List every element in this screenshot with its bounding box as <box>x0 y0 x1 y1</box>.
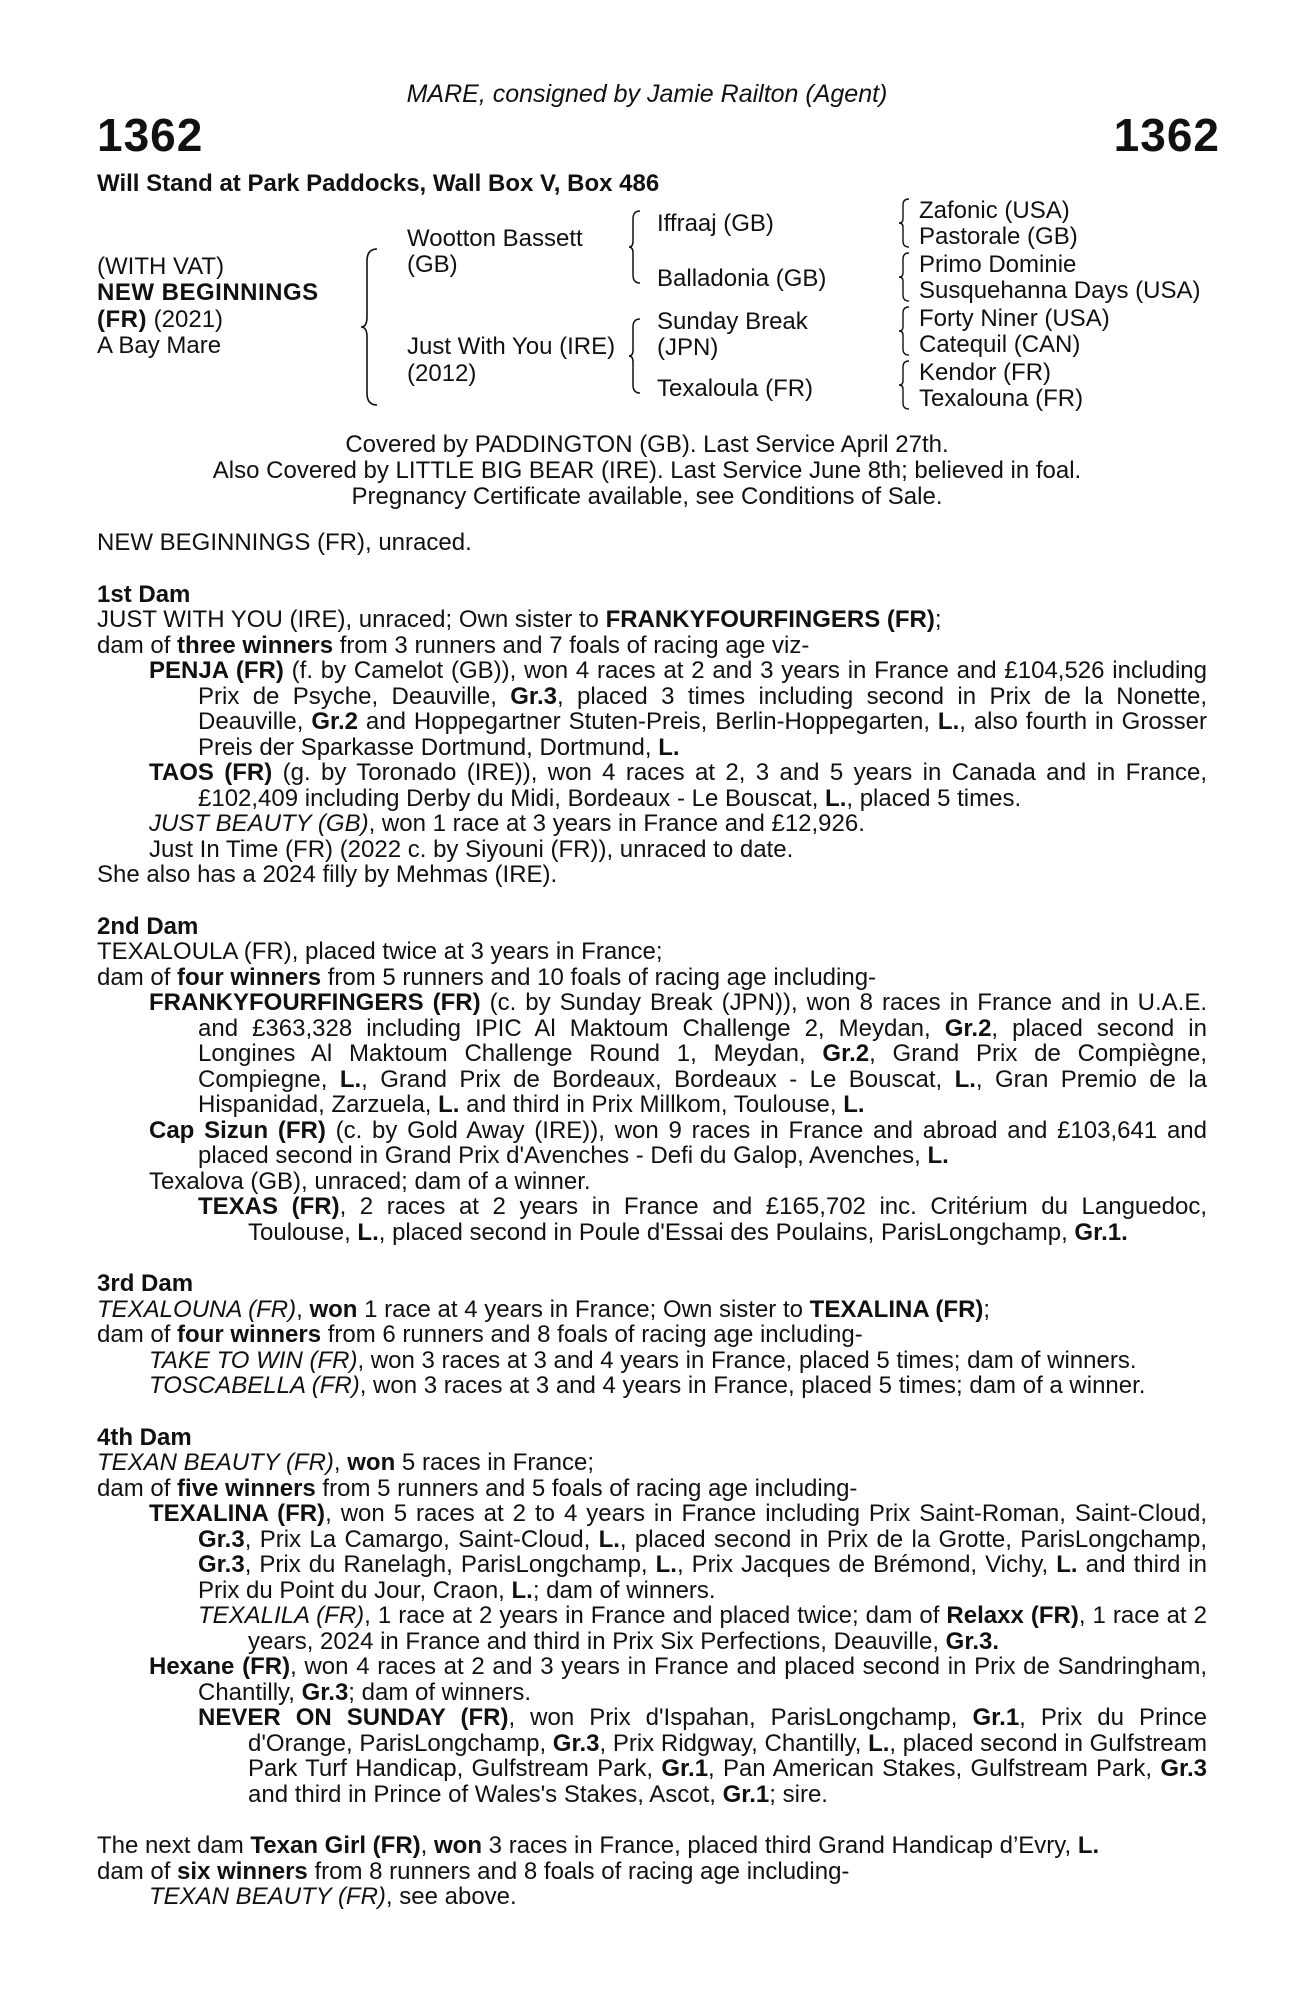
third-dam-section <box>97 1271 1207 1399</box>
lot-number-right: 1362 <box>1113 109 1220 161</box>
sire-dam: Balladonia (GB) <box>657 265 827 292</box>
horse-name: NEW BEGINNINGS <box>97 279 319 306</box>
third-dam-heading: 3rd Dam <box>97 1270 194 1297</box>
pedigree-table <box>97 197 1227 422</box>
third-dam-line: TEXALOUNA (FR), won 1 race at 4 years in France; Own sister to TEXALINA (FR); <box>97 1295 991 1323</box>
dam-sire-country: (JPN) <box>657 334 719 361</box>
pedigree-brace-4 <box>897 197 911 249</box>
pedigree-brace-7 <box>897 359 911 411</box>
ancestor-susquehanna-days: Susquehanna Days (USA) <box>919 277 1201 304</box>
produce-take-to-win: TAKE TO WIN (FR), won 3 races at 3 and 4 years in France, placed 5 times; dam of winners. <box>149 1346 1137 1374</box>
ancestor-pastorale: Pastorale (GB) <box>919 223 1078 250</box>
vat-note: (WITH VAT) <box>97 253 225 280</box>
horse-name-suffix: (FR) (2021) <box>97 306 224 333</box>
third-dam-produce: dam of four winners from 6 runners and 8 foals of racing age including- <box>97 1321 863 1348</box>
next-dam-line: The next dam Texan Girl (FR), won 3 races in France, placed third Grand Handicap d’Evry, L. <box>97 1832 1100 1859</box>
produce-just-beauty: JUST BEAUTY (GB), won 1 race at 3 years in France and £12,926. <box>149 810 865 837</box>
produce-cap-sizun: Cap Sizun (FR) (c. by Gold Away (IRE)), won 9 races in France and abroad and £103,641 and placed second in Grand Prix d'Avenches - Defi du Galop, Avenches, L. <box>149 1116 1207 1169</box>
sire-sire: Iffraaj (GB) <box>657 210 774 237</box>
produce-texalova: Texalova (GB), unraced; dam of a winner. <box>149 1167 591 1195</box>
first-dam-section <box>97 582 1207 888</box>
produce-texalila: TEXALILA (FR), 1 race at 2 years in France and placed twice; dam of Relaxx (FR), 1 race at 2 years, 2024 in France and third in Prix Six Perfections, Deauville, Gr.3. <box>198 1602 1207 1655</box>
produce-frankyfourfingers: FRANKYFOURFINGERS (FR) (c. by Sunday Break (JPN)), won 8 races in France and in U.A.E. and £363,328 including IPIC Al Maktoum Challenge 2, Meydan, Gr.2, placed second in Longines Al Maktoum Challenge Round 1, Meydan, Gr.2, Grand Prix de Compiègne, Compiegne, L., Grand Prix de Bordeaux, Bordeaux - Le Bouscat, L., Gran Premio de la Hispanidad, Zarzuela, L. and third in Prix Millkom, Toulouse, L. <box>149 989 1208 1118</box>
ancestor-texalouna: Texalouna (FR) <box>919 385 1084 412</box>
pedigree-brace-6 <box>897 305 911 357</box>
sire-country: (GB) <box>407 251 458 278</box>
dam-name: Just With You (IRE) <box>407 333 616 360</box>
second-dam-line: TEXALOULA (FR), placed twice at 3 years in France; <box>97 938 663 965</box>
dam-sire: Sunday Break <box>657 308 808 335</box>
produce-never-on-sunday: NEVER ON SUNDAY (FR), won Prix d'Ispahan, ParisLongchamp, Gr.1, Prix du Prince d'Orange, ParisLongchamp, Gr.3, Prix Ridgway, Chantilly, L., placed second in Gulfstream Park Turf Handicap, Gulfstream Park, Gr.1, Pan American Stakes, Gulfstream Park, Gr.3 and third in Prince of Wales's Stakes, Ascot, Gr.1; sire. <box>198 1704 1208 1808</box>
fourth-dam-line: TEXAN BEAUTY (FR), won 5 races in France; <box>97 1449 595 1476</box>
horse-description: A Bay Mare <box>97 332 222 359</box>
first-dam-line: JUST WITH YOU (IRE), unraced; Own sister to FRANKYFOURFINGERS (FR); <box>97 606 942 633</box>
ancestor-kendor: Kendor (FR) <box>919 359 1052 386</box>
first-dam-also: She also has a 2024 filly by Mehmas (IRE). <box>97 861 558 888</box>
second-dam-produce: dam of four winners from 5 runners and 10 foals of racing age including- <box>97 963 877 991</box>
produce-taos: TAOS (FR) (g. by Toronado (IRE)), won 4 races at 2, 3 and 5 years in Canada and in France, £102,409 including Derby du Midi, Bordeaux - Le Bouscat, L., placed 5 times. <box>149 759 1208 812</box>
pregnancy-line: Pregnancy Certificate available, see Conditions of Sale. <box>351 483 943 510</box>
next-dam-produce: dam of six winners from 8 runners and 8 foals of racing age including- <box>97 1857 850 1885</box>
dam-dam: Texaloula (FR) <box>657 375 814 402</box>
dam-year: (2012) <box>407 360 477 387</box>
consignor-line: MARE, consigned by Jamie Railton (Agent) <box>406 80 888 108</box>
next-dam-reference: TEXAN BEAUTY (FR), see above. <box>149 1883 517 1910</box>
pedigree-brace-1 <box>359 247 381 407</box>
ancestor-primo-dominie: Primo Dominie <box>919 251 1077 278</box>
ancestor-catequil: Catequil (CAN) <box>919 331 1081 358</box>
produce-hexane: Hexane (FR), won 4 races at 2 and 3 years in France and placed second in Prix de Sandringham, Chantilly, Gr.3; dam of winners. <box>149 1653 1207 1706</box>
covered-line: Covered by PADDINGTON (GB). Last Service April 27th. <box>345 431 949 458</box>
pedigree-brace-5 <box>897 251 911 303</box>
produce-toscabella: TOSCABELLA (FR), won 3 races at 3 and 4 years in France, placed 5 times; dam of a winner. <box>149 1372 1146 1399</box>
ancestor-forty-niner: Forty Niner (USA) <box>919 305 1110 332</box>
second-dam-heading: 2nd Dam <box>97 912 199 940</box>
lot-number-left: 1362 <box>97 109 204 161</box>
produce-just-in-time: Just In Time (FR) (2022 c. by Siyouni (FR)), unraced to date. <box>149 835 794 863</box>
pedigree-brace-2 <box>627 209 643 285</box>
ancestor-zafonic: Zafonic (USA) <box>919 197 1070 224</box>
produce-penja: PENJA (FR) (f. by Camelot (GB)), won 4 races at 2 and 3 years in France and £104,526 including Prix de Psyche, Deauville, Gr.3, placed 3 times including second in Prix de la Nonette, Deauville, Gr.2 and Hoppegartner Stuten-Preis, Berlin-Hoppegarten, L., also fourth in Grosser Preis der Sparkasse Dortmund, Dortmund, L. <box>149 657 1208 761</box>
covering-details <box>97 432 1197 510</box>
produce-texas: TEXAS (FR), 2 races at 2 years in France and £165,702 inc. Critérium du Languedoc, Toulouse, L., placed second in Poule d'Essai des Poulains, ParisLongchamp, Gr.1. <box>198 1193 1207 1246</box>
produce-texalina: TEXALINA (FR), won 5 races at 2 to 4 years in France including Prix Saint-Roman, Saint-Cloud, Gr.3, Prix La Camargo, Saint-Cloud, L., placed second in Prix de la Grotte, ParisLongchamp, Gr.3, Prix du Ranelagh, ParisLongchamp, L., Prix Jacques de Brémond, Vichy, L. and third in Prix du Point du Jour, Craon, L.; dam of winners. <box>149 1500 1207 1604</box>
first-dam-produce: dam of three winners from 3 runners and 7 foals of racing age viz- <box>97 631 810 659</box>
fourth-dam-heading: 4th Dam <box>97 1423 192 1451</box>
catalogue-body <box>97 530 1207 1910</box>
stabling-location: Will Stand at Park Paddocks, Wall Box V, Box 486 <box>97 170 660 197</box>
sire-name: Wootton Bassett <box>407 225 583 252</box>
fourth-dam-produce: dam of five winners from 5 runners and 5 foals of racing age including- <box>97 1474 858 1502</box>
second-dam-section <box>97 914 1207 1246</box>
next-dam-section <box>97 1833 1207 1910</box>
pedigree-brace-3 <box>627 317 643 395</box>
first-dam-heading: 1st Dam <box>97 580 191 608</box>
intro-line: NEW BEGINNINGS (FR), unraced. <box>97 529 472 556</box>
also-covered-line: Also Covered by LITTLE BIG BEAR (IRE). Last Service June 8th; believed in foal. <box>212 457 1082 484</box>
fourth-dam-section <box>97 1425 1207 1808</box>
